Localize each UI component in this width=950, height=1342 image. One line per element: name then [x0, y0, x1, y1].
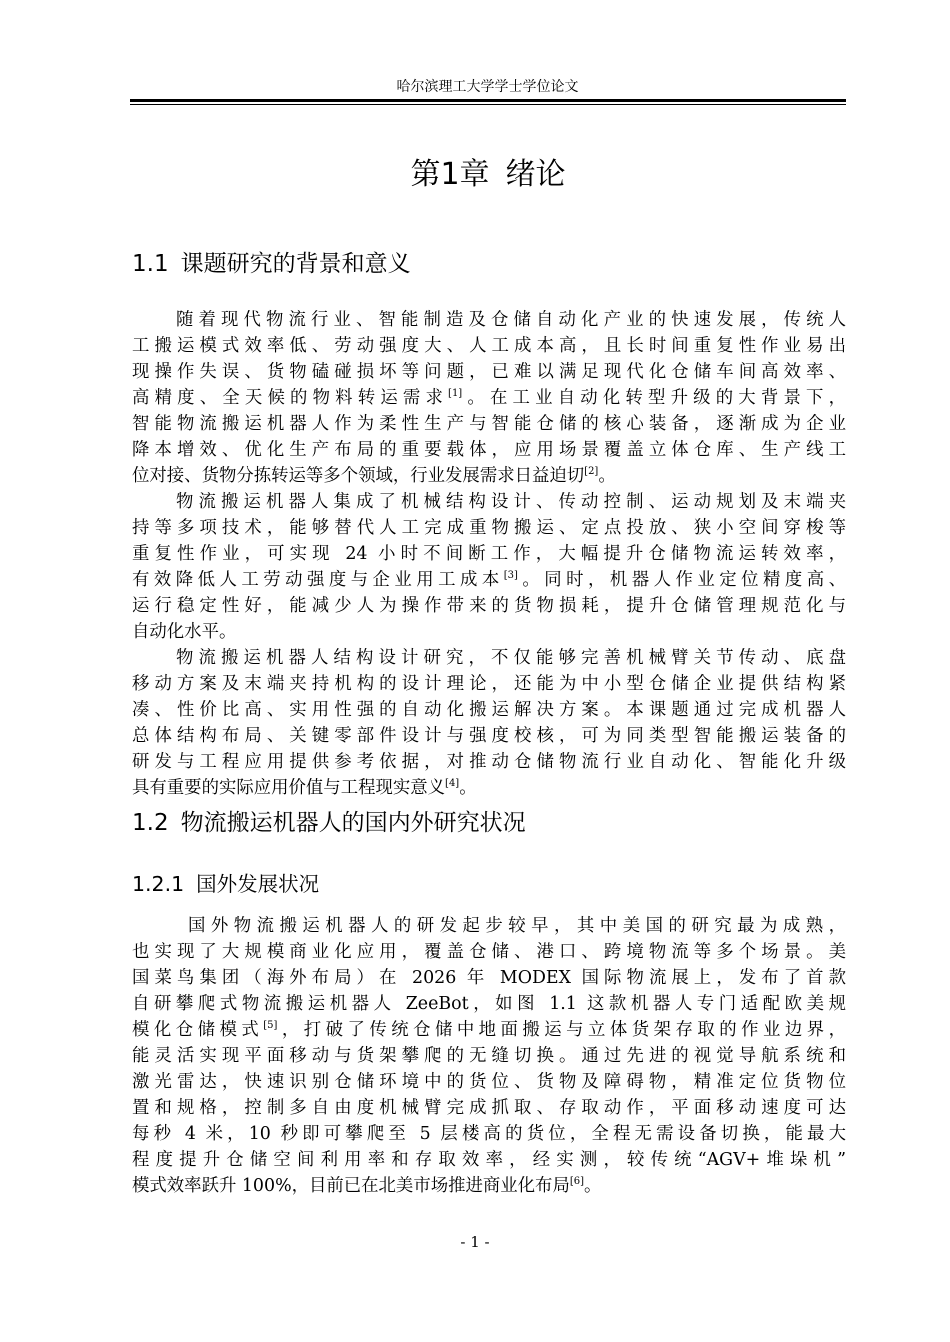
text-line: 自研攀爬式物流搬运机器人 ZeeBot，如图 1.1 这款机器人专门适配欧美规 — [132, 994, 846, 1014]
text-line: 激光雷达，快速识别仓储环境中的货位、货物及障碍物，精准定位货物位 — [132, 1072, 846, 1092]
text-line: 每秒 4 米，10 秒即可攀爬至 5 层楼高的货位，全程无需设备切换，能最大 — [132, 1124, 846, 1144]
text-line: 程度提升仓储空间利用率和存取效率，经实测，较传统“AGV+堆垛机” — [132, 1150, 846, 1170]
paragraph-foreign-development — [132, 913, 846, 1199]
text-line: 智能物流搬运机器人作为柔性生产与智能仓储的核心装备，逐渐成为企业 — [132, 414, 846, 434]
text-line: 降本增效、优化生产布局的重要载体，应用场景覆盖立体仓库、生产线工 — [132, 440, 846, 460]
citation-5: [5] — [263, 1020, 278, 1031]
chapter-name: 绪论 — [505, 157, 566, 192]
section-heading-1-1 — [132, 249, 411, 279]
header-rule-thick — [130, 99, 846, 102]
citation-1: [1] — [448, 388, 463, 399]
section-title: 物流搬运机器人的国内外研究状况 — [180, 810, 526, 836]
text-line: 重复性作业，可实现 24 小时不间断工作，大幅提升仓储物流运转效率， — [132, 544, 846, 564]
text-line: 模式效率跃升 100%，目前已在北美市场推进商业化布局[6]。 — [132, 1176, 602, 1196]
text-line: 凑、性价比高、实用性强的自动化搬运解决方案。本课题通过完成机器人 — [132, 700, 846, 720]
text-line: 国外物流搬运机器人的研发起步较早，其中美国的研究最为成熟， — [188, 916, 846, 936]
section-title: 课题研究的背景和意义 — [180, 251, 411, 277]
running-header: 哈尔滨理工大学学士学位论文 — [396, 79, 579, 95]
citation-6: [6] — [569, 1176, 585, 1187]
text-line: 持等多项技术，能够替代人工完成重物搬运、定点投放、狭小空间穿梭等 — [132, 518, 846, 538]
text-line: 随着现代物流行业、智能制造及仓储自动化产业的快速发展，传统人 — [176, 310, 846, 330]
paragraph-background-1 — [132, 307, 846, 489]
text-line: 运行稳定性好，能减少人为操作带来的货物损耗，提升仓储管理规范化与 — [132, 596, 846, 616]
chapter-title — [130, 155, 846, 195]
text-line: 自动化水平。 — [132, 622, 237, 642]
text-line: 位对接、货物分拣转运等多个领域，行业发展需求日益迫切[2]。 — [132, 466, 616, 486]
text-line: 模化仓储模式[5]，打破了传统仓储中地面搬运与立体货架存取的作业边界， — [132, 1020, 846, 1040]
text-line: 也实现了大规模商业化应用，覆盖仓储、港口、跨境物流等多个场景。美 — [132, 942, 846, 962]
text-line: 现操作失误、货物磕碰损坏等问题，已难以满足现代化仓储车间高效率、 — [132, 362, 846, 382]
citation-3: [3] — [503, 570, 518, 581]
text-line: 能灵活实现平面移动与货架攀爬的无缝切换。通过先进的视觉导航系统和 — [132, 1046, 846, 1066]
section-number: 1.2 — [132, 810, 169, 836]
section-number: 1.1 — [132, 251, 169, 277]
text-line: 总体结构布局、关键零部件设计与强度校核，可为同类型智能搬运装备的 — [132, 726, 846, 746]
subsection-number: 1.2.1 — [132, 872, 185, 896]
text-line: 国菜鸟集团（海外布局）在 2026 年 MODEX 国际物流展上，发布了首款 — [132, 968, 846, 988]
text-line: 有效降低人工劳动强度与企业用工成本[3]。同时，机器人作业定位精度高、 — [132, 570, 846, 590]
text-line: 高精度、全天候的物料转运需求[1]。在工业自动化转型升级的大背景下， — [132, 388, 846, 408]
text-line: 物流搬运机器人集成了机械结构设计、传动控制、运动规划及末端夹 — [176, 492, 846, 512]
text-line: 移动方案及末端夹持机构的设计理论，还能为中小型仓储企业提供结构紧 — [132, 674, 846, 694]
text-line: 工搬运模式效率低、劳动强度大、人工成本高，且长时间重复性作业易出 — [132, 336, 846, 356]
text-line: 置和规格，控制多自由度机械臂完成抓取、存取动作，平面移动速度可达 — [132, 1098, 846, 1118]
chapter-number: 第1章 — [410, 157, 490, 192]
subsection-heading-1-2-1 — [132, 870, 319, 898]
text-line: 研发与工程应用提供参考依据，对推动仓储物流行业自动化、智能化升级 — [132, 752, 846, 772]
text-line: 具有重要的实际应用价值与工程现实意义[4]。 — [132, 778, 477, 798]
section-heading-1-2 — [132, 808, 526, 838]
header-rule-thin — [130, 104, 846, 105]
text-line: 物流搬运机器人结构设计研究，不仅能够完善机械臂关节传动、底盘 — [176, 648, 846, 668]
page-number: - 1 - — [460, 1233, 490, 1251]
paragraph-background-2 — [132, 489, 846, 645]
paragraph-background-3 — [132, 645, 846, 801]
citation-4: [4] — [445, 778, 460, 789]
citation-2: [2] — [584, 466, 599, 477]
subsection-title: 国外发展状况 — [196, 872, 320, 896]
